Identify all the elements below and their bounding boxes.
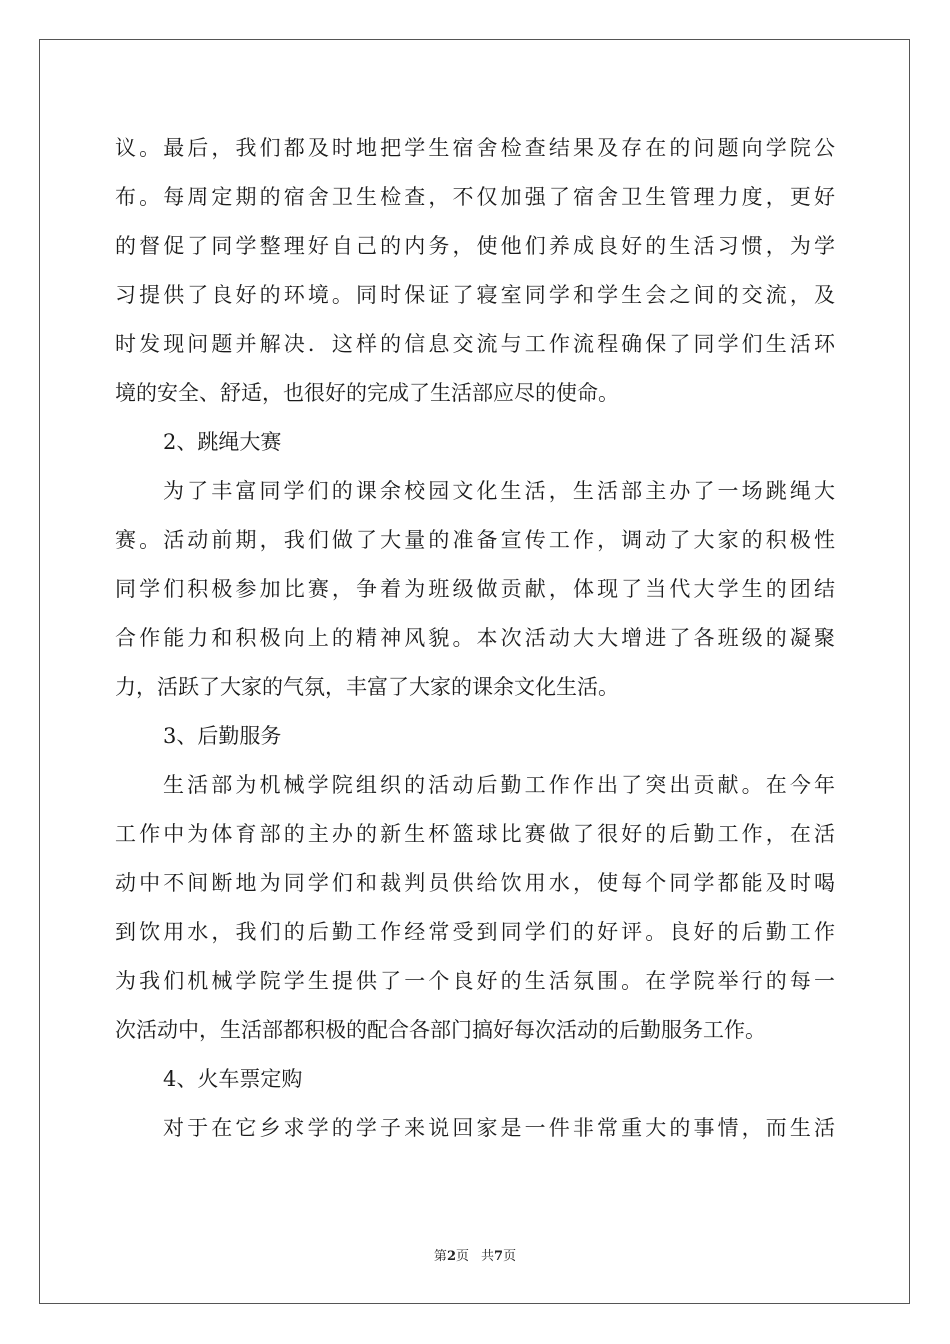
body-line: 生活部为机械学院组织的活动后勤工作作出了突出贡献。在今年: [163, 773, 835, 797]
body-line: 境的安全、舒适，也很好的完成了生活部应尽的使命。: [115, 381, 619, 405]
body-line: 次活动中，生活部都积极的配合各部门搞好每次活动的后勤服务工作。: [115, 1018, 766, 1042]
body-line: 到饮用水，我们的后勤工作经常受到同学们的好评。良好的后勤工作: [115, 920, 835, 944]
body-line: 的督促了同学整理好自己的内务，使他们养成良好的生活习惯，为学: [115, 234, 835, 258]
page-suffix: 页: [455, 1249, 469, 1264]
page-total: 7: [494, 1249, 504, 1264]
body-line: 议。最后，我们都及时地把学生宿舍检查结果及存在的问题向学院公: [115, 136, 835, 160]
body-line: 对于在它乡求学的学子来说回家是一件非常重大的事情，而生活: [163, 1116, 835, 1140]
body-line: 合作能力和积极向上的精神风貌。本次活动大大增进了各班级的凝聚: [115, 626, 835, 650]
body-line: 力，活跃了大家的气氛，丰富了大家的课余文化生活。: [115, 675, 619, 699]
section-heading: 2、跳绳大赛: [163, 430, 282, 454]
page-footer: [0, 1245, 950, 1264]
body-line: 赛。活动前期，我们做了大量的准备宣传工作，调动了大家的积极性: [115, 528, 835, 552]
body-line: 习提供了良好的环境。同时保证了寝室同学和学生会之间的交流，及: [115, 283, 835, 307]
body-line: 为我们机械学院学生提供了一个良好的生活氛围。在学院举行的每一: [115, 969, 835, 993]
page-prefix: 第: [433, 1249, 447, 1264]
body-line: 工作中为体育部的主办的新生杯篮球比赛做了很好的后勤工作，在活: [115, 822, 835, 846]
page-current: 2: [446, 1249, 456, 1264]
section-heading: 4、火车票定购: [163, 1067, 303, 1091]
body-line: 同学们积极参加比赛，争着为班级做贡献，体现了当代大学生的团结: [115, 577, 835, 601]
body-line: 动中不间断地为同学们和裁判员供给饮用水，使每个同学都能及时喝: [115, 871, 835, 895]
section-heading: 3、后勤服务: [163, 724, 282, 748]
total-prefix: 共: [481, 1249, 495, 1264]
body-line: 布。每周定期的宿舍卫生检查，不仅加强了宿舍卫生管理力度，更好: [115, 185, 835, 209]
body-line: 为了丰富同学们的课余校园文化生活，生活部主办了一场跳绳大: [163, 479, 835, 503]
document-body: [115, 124, 835, 1153]
total-suffix: 页: [503, 1249, 517, 1264]
body-line: 时发现问题并解决．这样的信息交流与工作流程确保了同学们生活环: [115, 332, 835, 356]
